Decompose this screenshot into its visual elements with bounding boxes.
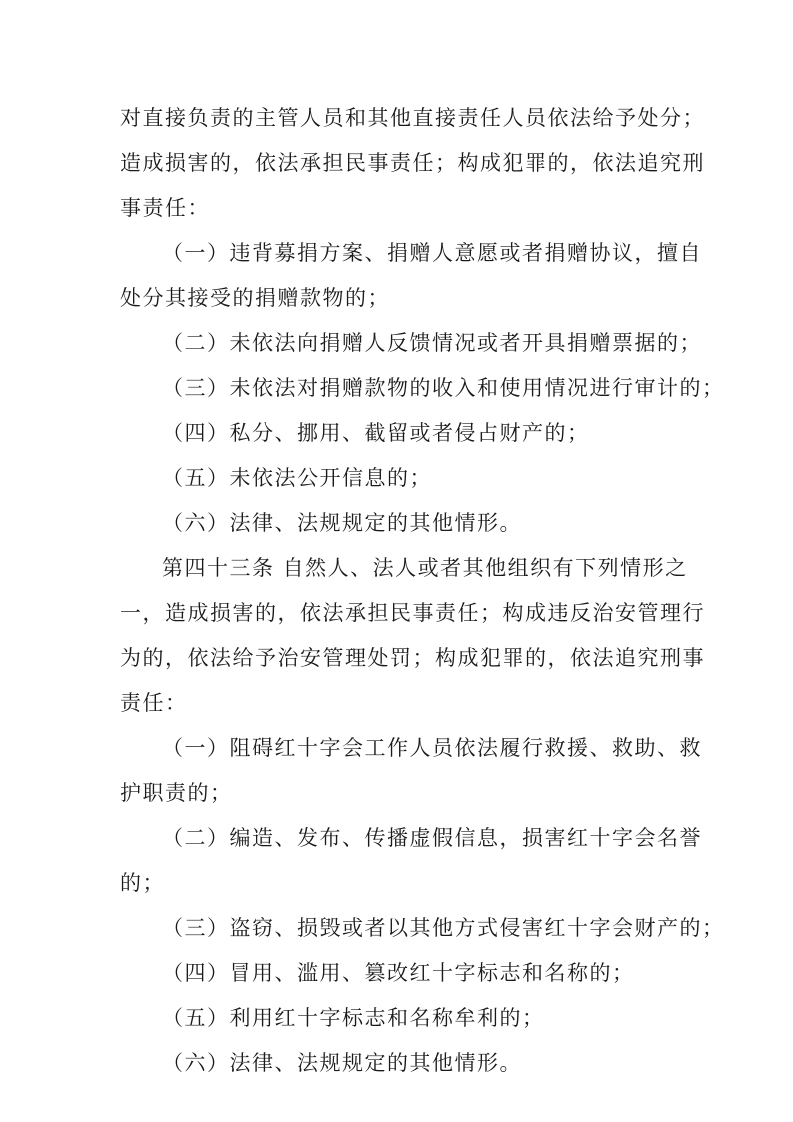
text-line: （六）法律、法规规定的其他情形。	[162, 1051, 522, 1075]
text-line: （二）编造、发布、传播虚假信息，损害红十字会名誉	[162, 826, 702, 850]
text-line: （二）未依法向捐赠人反馈情况或者开具捐赠票据的；	[162, 331, 702, 355]
text-line: 处分其接受的捐赠款物的；	[120, 286, 390, 310]
text-line: （五）利用红十字标志和名称牟利的；	[162, 1006, 545, 1030]
text-line: （四）冒用、滥用、篡改红十字标志和名称的；	[162, 961, 635, 985]
text-line: 护职责的；	[120, 781, 233, 805]
text-line: 一，造成损害的，依法承担民事责任；构成违反治安管理行	[120, 601, 705, 625]
text-line: （一）阻碍红十字会工作人员依法履行救援、救助、救	[162, 736, 702, 760]
text-line: 对直接负责的主管人员和其他直接责任人员依法给予处分；	[120, 106, 705, 130]
article-heading: 第四十三条 自然人、法人或者其他组织有下列情形之	[162, 556, 688, 580]
text-line: 造成损害的，依法承担民事责任；构成犯罪的，依法追究刑	[120, 151, 705, 175]
text-line: 为的，依法给予治安管理处罚；构成犯罪的，依法追究刑事	[120, 646, 705, 670]
text-line: （五）未依法公开信息的；	[162, 466, 432, 490]
text-line: （三）未依法对捐赠款物的收入和使用情况进行审计的；	[162, 376, 725, 400]
text-line: （四）私分、挪用、截留或者侵占财产的；	[162, 421, 590, 445]
text-line: （六）法律、法规规定的其他情形。	[162, 511, 522, 535]
text-line: （三）盗窃、损毁或者以其他方式侵害红十字会财产的；	[162, 916, 725, 940]
text-line: 责任：	[120, 691, 188, 715]
text-line: 事责任：	[120, 196, 210, 220]
text-line: 的；	[120, 871, 165, 895]
text-line: （一）违背募捐方案、捐赠人意愿或者捐赠协议，擅自	[162, 241, 702, 265]
